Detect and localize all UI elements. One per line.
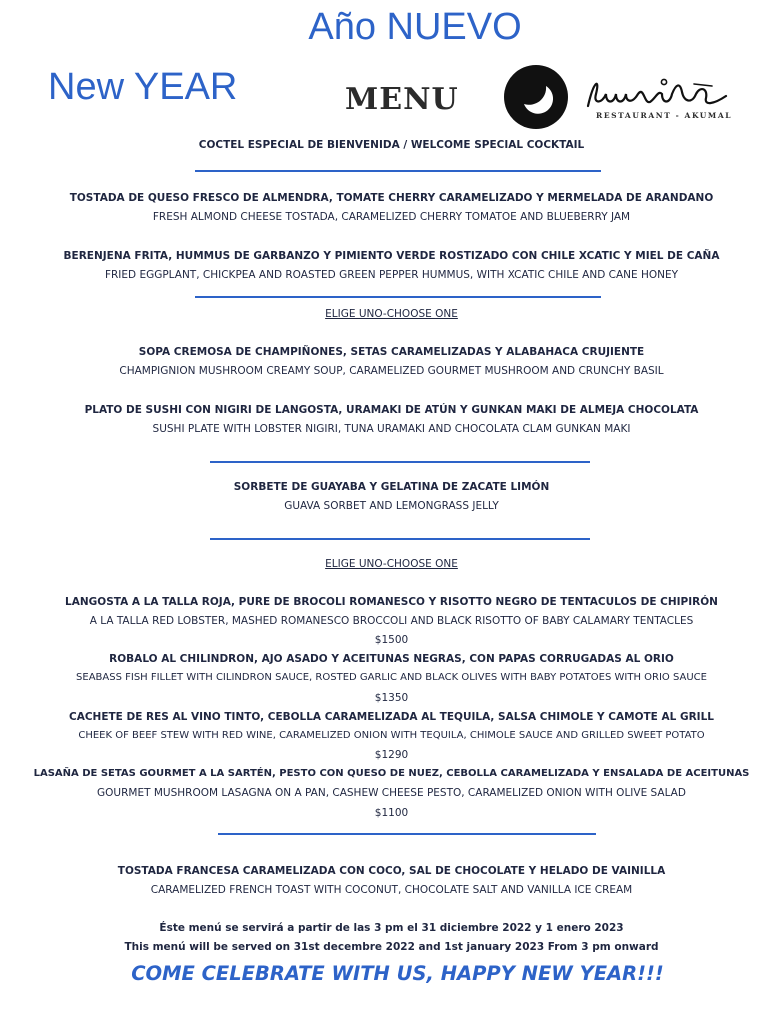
main-4-es: LASAÑA DE SETAS GOURMET A LA SARTÉN, PESTO CON QUESO DE NUEZ, CEBOLLA CARAMELIZADA Y ENSALADA DE ACEITUNAS [33, 768, 750, 779]
main-4-price: $1100 [374, 807, 409, 819]
divider-line [195, 170, 601, 172]
dessert-en: CARAMELIZED FRENCH TOAST WITH COCONUT, CHOCOLATE SALT AND VANILLA ICE CREAM [150, 884, 633, 896]
service-note-en: This menú will be served on 31st decembre 2022 and 1st january 2023 From 3 pm onward [124, 941, 659, 953]
second-2-es: PLATO DE SUSHI CON NIGIRI DE LANGOSTA, URAMAKI DE ATÚN Y GUNKAN MAKI DE ALMEJA CHOCOLATA [84, 404, 699, 416]
divider-line [218, 833, 596, 835]
divider-line [195, 296, 601, 298]
main-3-price: $1290 [374, 749, 409, 761]
divider-line [210, 461, 590, 463]
main-1-price: $1500 [374, 634, 409, 646]
main-3-es: CACHETE DE RES AL VINO TINTO, CEBOLLA CARAMELIZADA AL TEQUILA, SALSA CHIMOLE Y CAMOTE AL GRILL [69, 711, 714, 723]
sorbet-en: GUAVA SORBET AND LEMONGRASS JELLY [284, 500, 499, 512]
brand-script-logo [584, 76, 730, 114]
main-3-en: CHEEK OF BEEF STEW WITH RED WINE, CARAMELIZED ONION WITH TEQUILA, CHIMOLE SAUCE AND GRILLED SWEET POTATO [78, 730, 705, 741]
starter-2-es: BERENJENA FRITA, HUMMUS DE GARBANZO Y PIMIENTO VERDE ROSTIZADO CON CHILE XCATIC Y MIEL DE CAÑA [63, 250, 720, 262]
main-4-en: GOURMET MUSHROOM LASAGNA ON A PAN, CASHEW CHEESE PESTO, CARAMELIZED ONION WITH OLIVE SALAD [97, 787, 686, 799]
sorbet-es: SORBETE DE GUAYABA Y GELATINA DE ZACATE LIMÓN [233, 481, 550, 493]
main-1-es: LANGOSTA A LA TALLA ROJA, PURE DE BROCOLI ROMANESCO Y RISOTTO NEGRO DE TENTACULOS DE CHIPIRÓN [65, 596, 718, 608]
second-2-en: SUSHI PLATE WITH LOBSTER NIGIRI, TUNA URAMAKI AND CHOCOLATA CLAM GUNKAN MAKI [152, 423, 631, 435]
starter-1-es: TOSTADA DE QUESO FRESCO DE ALMENDRA, TOMATE CHERRY CARAMELIZADO Y MERMELADA DE ARANDANO [69, 192, 714, 204]
starter-2-en: FRIED EGGPLANT, CHICKPEA AND ROASTED GREEN PEPPER HUMMUS, WITH XCATIC CHILE AND CANE HONEY [104, 269, 679, 281]
main-1-en: A LA TALLA RED LOBSTER, MASHED ROMANESCO BROCCOLI AND BLACK RISOTTO OF BABY CALAMARY TENTACLES [89, 615, 694, 627]
menu-heading: MENU [345, 82, 459, 117]
celebrate-banner: COME CELEBRATE WITH US, HAPPY NEW YEAR!!! [131, 962, 664, 985]
second-1-en: CHAMPIGNION MUSHROOM CREAMY SOUP, CARAMELIZED GOURMET MUSHROOM AND CRUNCHY BASIL [119, 365, 664, 377]
crescent-moon-logo-icon [500, 64, 572, 134]
welcome-cocktail: COCTEL ESPECIAL DE BIENVENIDA / WELCOME SPECIAL COCKTAIL [198, 139, 585, 151]
main-2-price: $1350 [374, 692, 409, 704]
main-2-es: ROBALO AL CHILINDRON, AJO ASADO Y ACEITUNAS NEGRAS, CON PAPAS CORRUGADAS AL ORIO [109, 653, 674, 665]
choose-one-label: ELIGE UNO-CHOOSE ONE [325, 308, 458, 320]
service-note-es: Éste menú se servirá a partir de las 3 pm el 31 diciembre 2022 y 1 enero 2023 [159, 922, 624, 934]
brand-tagline: RESTAURANT - AKUMAL [596, 111, 733, 120]
starter-1-en: FRESH ALMOND CHEESE TOSTADA, CARAMELIZED CHERRY TOMATOE AND BLUEBERRY JAM [152, 211, 631, 223]
divider-line [210, 538, 590, 540]
dessert-es: TOSTADA FRANCESA CARAMELIZADA CON COCO, SAL DE CHOCOLATE Y HELADO DE VAINILLA [117, 865, 666, 877]
title-english: New YEAR [48, 66, 238, 108]
title-spanish: Año NUEVO [308, 6, 522, 48]
main-2-en: SEABASS FISH FILLET WITH CILINDRON SAUCE, ROSTED GARLIC AND BLACK OLIVES WITH BABY POTATOES WITH ORIO SAUCE [76, 672, 707, 683]
choose-one-label: ELIGE UNO-CHOOSE ONE [325, 558, 458, 570]
second-1-es: SOPA CREMOSA DE CHAMPIÑONES, SETAS CARAMELIZADAS Y ALABAHACA CRUJIENTE [138, 346, 645, 358]
